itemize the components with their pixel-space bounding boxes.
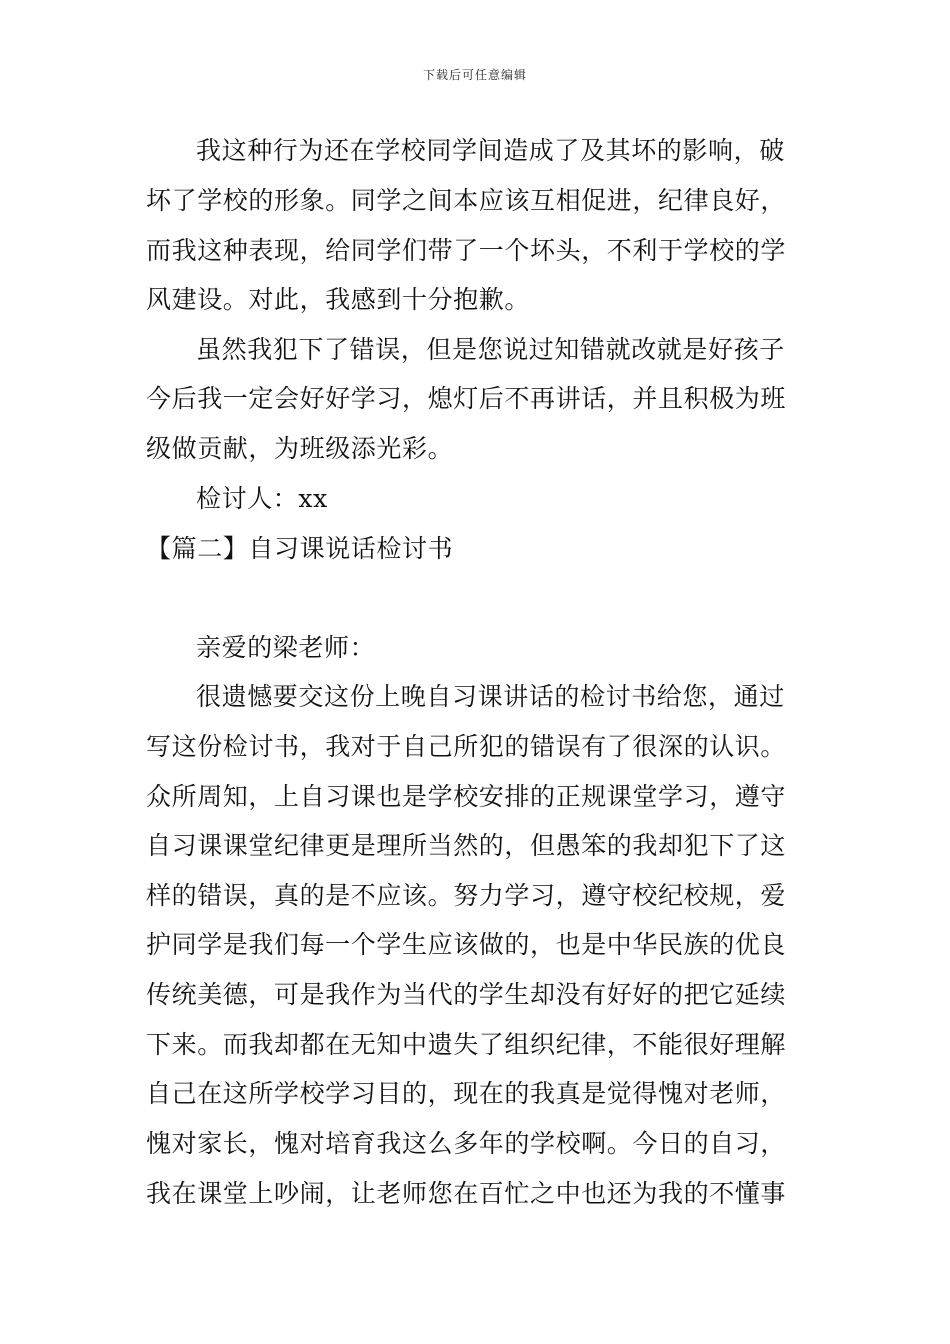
body-line-8: 下来。而我却都在无知中遗失了组织纪律，不能很好理解 (146, 1030, 787, 1059)
paragraph-1-line-2: 坏了学校的形象。同学之间本应该互相促进，纪律良好， (146, 186, 787, 215)
section-title: 【篇二】自习课说话检讨书 (146, 534, 454, 563)
paragraph-2-line-3: 级做贡献，为班级添光彩。 (146, 434, 454, 463)
body-line-2: 写这份检讨书，我对于自己所犯的错误有了很深的认识。 (146, 732, 787, 761)
signature: 检讨人：xx (196, 484, 328, 513)
salutation: 亲爱的梁老师： (196, 633, 376, 662)
body-line-3: 众所周知，上自习课也是学校安排的正规课堂学习，遵守 (146, 782, 787, 811)
body-line-9: 自己在这所学校学习目的，现在的我真是觉得愧对老师， (146, 1079, 787, 1108)
body-line-5: 样的错误，真的是不应该。努力学习，遵守校纪校规，爱 (146, 881, 787, 910)
body-line-6: 护同学是我们每一个学生应该做的，也是中华民族的优良 (146, 930, 787, 959)
paragraph-1-line-4: 风建设。对此，我感到十分抱歉。 (146, 285, 531, 314)
paragraph-2-line-1: 虽然我犯下了错误，但是您说过知错就改就是好孩子 (196, 335, 785, 364)
body-line-4: 自习课课堂纪律更是理所当然的，但愚笨的我却犯下了这 (146, 831, 787, 860)
body-line-1: 很遗憾要交这份上晚自习课讲话的检讨书给您，通过 (196, 682, 785, 711)
body-line-11: 我在课堂上吵闹，让老师您在百忙之中也还为我的不懂事 (146, 1179, 787, 1208)
body-line-7: 传统美德，可是我作为当代的学生却没有好好的把它延续 (146, 980, 787, 1009)
paragraph-2-line-2: 今后我一定会好好学习，熄灯后不再讲话，并且积极为班 (146, 384, 787, 413)
page-header: 下载后可任意编辑 (422, 68, 527, 82)
paragraph-1-line-1: 我这种行为还在学校同学间造成了及其坏的影响，破 (196, 136, 785, 165)
body-line-10: 愧对家长，愧对培育我这么多年的学校啊。今日的自习， (146, 1129, 787, 1158)
paragraph-1-line-3: 而我这种表现，给同学们带了一个坏头，不利于学校的学 (146, 236, 787, 265)
